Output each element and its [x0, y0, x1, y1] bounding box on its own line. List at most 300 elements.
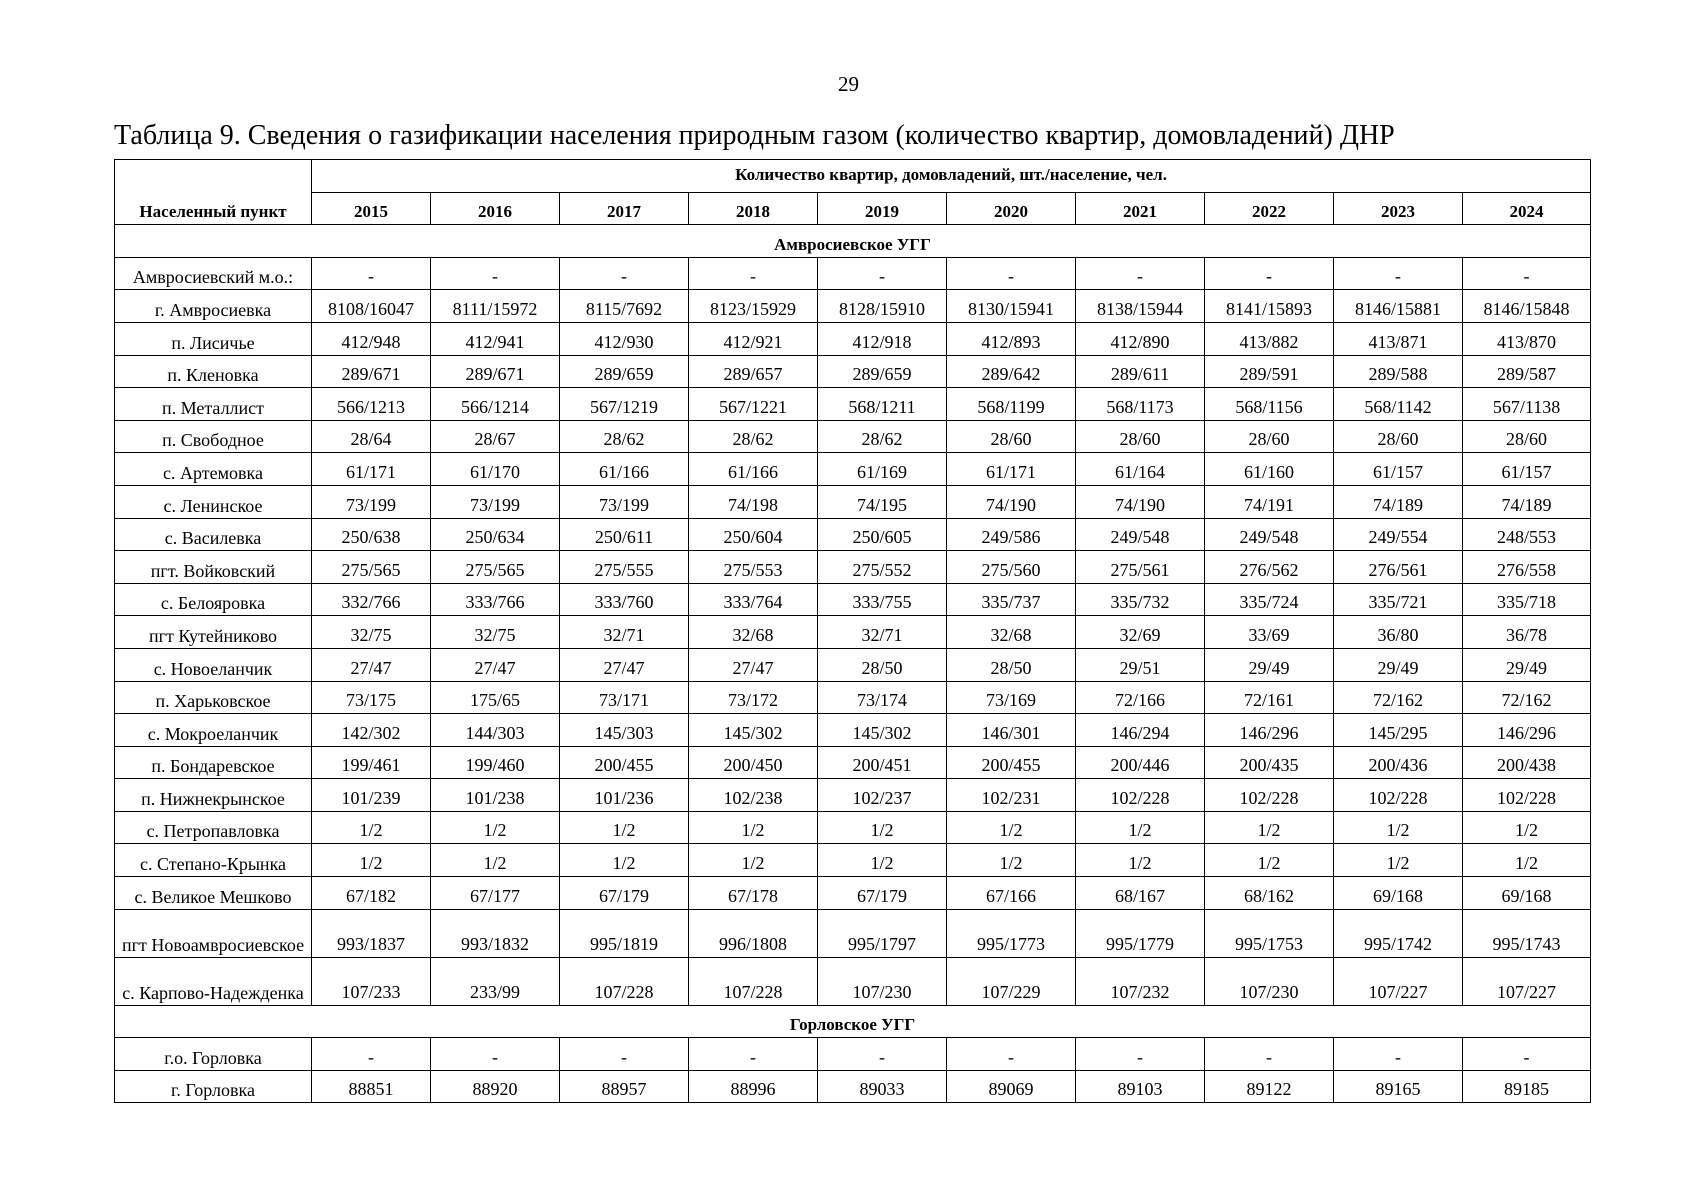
value-cell: 61/170	[431, 453, 560, 486]
value-cell: 412/921	[689, 322, 818, 355]
value-cell: 27/47	[560, 648, 689, 681]
value-cell: 72/162	[1334, 681, 1463, 714]
value-cell: -	[560, 1038, 689, 1071]
table-row	[115, 518, 1591, 551]
settlement-name: с. Степано-Крынка	[115, 844, 312, 877]
value-cell: 146/301	[947, 714, 1076, 747]
value-cell: 289/642	[947, 355, 1076, 388]
table-row	[115, 290, 1591, 323]
value-cell: 107/227	[1334, 957, 1463, 1005]
year-header: 2022	[1205, 192, 1334, 225]
settlement-name: п. Нижнекрынское	[115, 779, 312, 812]
value-cell: 72/162	[1463, 681, 1591, 714]
table-row	[115, 453, 1591, 486]
table-row	[115, 388, 1591, 421]
value-cell: 36/80	[1334, 616, 1463, 649]
value-cell: 28/50	[947, 648, 1076, 681]
value-cell: 995/1743	[1463, 909, 1591, 957]
value-cell: 335/718	[1463, 583, 1591, 616]
value-cell: 67/166	[947, 877, 1076, 910]
value-cell: 102/228	[1334, 779, 1463, 812]
value-cell: 89033	[818, 1070, 947, 1103]
value-cell: -	[431, 257, 560, 290]
value-cell: 275/553	[689, 551, 818, 584]
table-row	[115, 257, 1591, 290]
section-title: Горловское УГГ	[115, 1005, 1591, 1038]
table-row	[115, 583, 1591, 616]
value-cell: 289/657	[689, 355, 818, 388]
value-cell: 995/1742	[1334, 909, 1463, 957]
value-cell: 68/162	[1205, 877, 1334, 910]
value-cell: 32/75	[431, 616, 560, 649]
value-cell: 8108/16047	[312, 290, 431, 323]
value-cell: 67/182	[312, 877, 431, 910]
value-cell: 276/558	[1463, 551, 1591, 584]
value-cell: 289/588	[1334, 355, 1463, 388]
settlement-name: с. Новоеланчик	[115, 648, 312, 681]
table-row	[115, 616, 1591, 649]
value-cell: 102/228	[1076, 779, 1205, 812]
value-cell: 996/1808	[689, 909, 818, 957]
value-cell: 275/560	[947, 551, 1076, 584]
value-cell: 1/2	[560, 844, 689, 877]
settlement-name: п. Свободное	[115, 420, 312, 453]
table-row	[115, 1038, 1591, 1071]
value-cell: 88957	[560, 1070, 689, 1103]
value-cell: 67/179	[560, 877, 689, 910]
section-title: Амвросиевское УГГ	[115, 225, 1591, 258]
value-cell: -	[818, 257, 947, 290]
settlement-name: с. Петропавловка	[115, 811, 312, 844]
table-row	[115, 322, 1591, 355]
value-cell: 88920	[431, 1070, 560, 1103]
value-cell: 1/2	[1076, 844, 1205, 877]
table-row	[115, 811, 1591, 844]
value-cell: 412/930	[560, 322, 689, 355]
value-cell: -	[1463, 257, 1591, 290]
value-cell: 1/2	[431, 844, 560, 877]
gasification-table	[114, 159, 1591, 1103]
value-cell: 8128/15910	[818, 290, 947, 323]
value-cell: 28/60	[1334, 420, 1463, 453]
settlement-name: пгт Новоамвросиевское	[115, 909, 312, 957]
value-cell: 248/553	[1463, 518, 1591, 551]
value-cell: 29/49	[1334, 648, 1463, 681]
settlement-name: с. Великое Мешково	[115, 877, 312, 910]
value-cell: 333/766	[431, 583, 560, 616]
value-cell: 993/1837	[312, 909, 431, 957]
value-cell: 8115/7692	[560, 290, 689, 323]
value-cell: 995/1773	[947, 909, 1076, 957]
table-row	[115, 844, 1591, 877]
settlement-name: Амвросиевский м.о.:	[115, 257, 312, 290]
settlement-name: с. Белояровка	[115, 583, 312, 616]
settlement-name: п. Металлист	[115, 388, 312, 421]
value-cell: -	[947, 1038, 1076, 1071]
value-cell: 73/174	[818, 681, 947, 714]
value-cell: 8138/15944	[1076, 290, 1205, 323]
value-cell: 249/548	[1076, 518, 1205, 551]
value-cell: 412/918	[818, 322, 947, 355]
value-cell: 568/1142	[1334, 388, 1463, 421]
table-row	[115, 648, 1591, 681]
table-header	[115, 160, 1591, 225]
value-cell: 275/565	[431, 551, 560, 584]
value-cell: 32/69	[1076, 616, 1205, 649]
year-header: 2024	[1463, 192, 1591, 225]
value-cell: 412/893	[947, 322, 1076, 355]
value-cell: 61/171	[947, 453, 1076, 486]
value-cell: 89165	[1334, 1070, 1463, 1103]
value-cell: 1/2	[312, 811, 431, 844]
value-cell: 73/172	[689, 681, 818, 714]
value-cell: 995/1797	[818, 909, 947, 957]
value-cell: 61/166	[560, 453, 689, 486]
year-header: 2017	[560, 192, 689, 225]
value-cell: 145/302	[818, 714, 947, 747]
value-cell: 142/302	[312, 714, 431, 747]
value-cell: 200/450	[689, 746, 818, 779]
value-cell: 1/2	[1334, 811, 1463, 844]
settlement-name: г.о. Горловка	[115, 1038, 312, 1071]
value-cell: -	[312, 257, 431, 290]
value-cell: 199/460	[431, 746, 560, 779]
table-row	[115, 746, 1591, 779]
settlement-name: г. Амвросиевка	[115, 290, 312, 323]
value-cell: 1/2	[1463, 811, 1591, 844]
value-cell: 995/1753	[1205, 909, 1334, 957]
value-cell: -	[1076, 257, 1205, 290]
value-cell: 28/60	[1463, 420, 1591, 453]
value-cell: 67/178	[689, 877, 818, 910]
value-cell: 27/47	[431, 648, 560, 681]
value-cell: 333/760	[560, 583, 689, 616]
value-cell: 107/232	[1076, 957, 1205, 1005]
value-cell: 568/1199	[947, 388, 1076, 421]
section-row	[115, 1005, 1591, 1038]
value-cell: -	[431, 1038, 560, 1071]
value-cell: 8130/15941	[947, 290, 1076, 323]
value-cell: 1/2	[689, 811, 818, 844]
table-row	[115, 355, 1591, 388]
value-cell: 8146/15881	[1334, 290, 1463, 323]
year-header: 2018	[689, 192, 818, 225]
value-cell: 69/168	[1334, 877, 1463, 910]
value-cell: 1/2	[431, 811, 560, 844]
value-cell: 566/1213	[312, 388, 431, 421]
value-cell: 72/166	[1076, 681, 1205, 714]
value-cell: 102/238	[689, 779, 818, 812]
value-cell: 61/157	[1334, 453, 1463, 486]
value-cell: 61/171	[312, 453, 431, 486]
value-cell: 89122	[1205, 1070, 1334, 1103]
value-cell: 74/189	[1334, 485, 1463, 518]
value-cell: 8123/15929	[689, 290, 818, 323]
value-cell: 249/548	[1205, 518, 1334, 551]
settlement-name: пгт. Войковский	[115, 551, 312, 584]
settlement-name: п. Харьковское	[115, 681, 312, 714]
table-row	[115, 420, 1591, 453]
settlement-name: с. Карпово-Надежденка	[115, 957, 312, 1005]
value-cell: 89069	[947, 1070, 1076, 1103]
value-cell: 33/69	[1205, 616, 1334, 649]
value-cell: 61/160	[1205, 453, 1334, 486]
value-cell: 1/2	[947, 844, 1076, 877]
table-body	[115, 225, 1591, 1103]
value-cell: 200/455	[560, 746, 689, 779]
value-cell: 107/230	[1205, 957, 1334, 1005]
value-cell: 1/2	[818, 811, 947, 844]
value-cell: -	[560, 257, 689, 290]
value-cell: 61/164	[1076, 453, 1205, 486]
value-cell: 145/295	[1334, 714, 1463, 747]
value-cell: 568/1173	[1076, 388, 1205, 421]
value-cell: 568/1156	[1205, 388, 1334, 421]
value-cell: 993/1832	[431, 909, 560, 957]
value-cell: 276/562	[1205, 551, 1334, 584]
value-cell: 89185	[1463, 1070, 1591, 1103]
table-row	[115, 877, 1591, 910]
value-cell: 28/60	[947, 420, 1076, 453]
value-cell: 335/732	[1076, 583, 1205, 616]
settlement-column-header: Населенный пункт	[115, 160, 312, 225]
value-cell: 32/75	[312, 616, 431, 649]
page-number: 29	[838, 72, 859, 96]
value-cell: 146/296	[1205, 714, 1334, 747]
value-cell: 28/62	[560, 420, 689, 453]
value-cell: 28/50	[818, 648, 947, 681]
value-cell: 289/591	[1205, 355, 1334, 388]
table-row	[115, 957, 1591, 1005]
value-cell: 32/68	[947, 616, 1076, 649]
value-cell: 250/638	[312, 518, 431, 551]
value-cell: 88851	[312, 1070, 431, 1103]
value-cell: 335/721	[1334, 583, 1463, 616]
value-cell: 74/189	[1463, 485, 1591, 518]
value-cell: -	[1334, 257, 1463, 290]
value-cell: 333/755	[818, 583, 947, 616]
value-cell: 107/230	[818, 957, 947, 1005]
value-cell: 1/2	[1076, 811, 1205, 844]
value-cell: 146/294	[1076, 714, 1205, 747]
table-row	[115, 714, 1591, 747]
value-cell: 69/168	[1463, 877, 1591, 910]
value-cell: 73/199	[431, 485, 560, 518]
value-cell: 249/554	[1334, 518, 1463, 551]
value-cell: 28/64	[312, 420, 431, 453]
value-cell: 1/2	[947, 811, 1076, 844]
value-cell: 200/446	[1076, 746, 1205, 779]
value-cell: 1/2	[1463, 844, 1591, 877]
value-cell: 1/2	[1205, 811, 1334, 844]
value-cell: -	[818, 1038, 947, 1071]
value-cell: 250/611	[560, 518, 689, 551]
settlement-name: с. Василевка	[115, 518, 312, 551]
value-cell: 8146/15848	[1463, 290, 1591, 323]
value-cell: 1/2	[560, 811, 689, 844]
value-cell: 995/1779	[1076, 909, 1205, 957]
section-row	[115, 225, 1591, 258]
value-cell: 27/47	[312, 648, 431, 681]
table-row	[115, 909, 1591, 957]
settlement-name: с. Ленинское	[115, 485, 312, 518]
value-cell: 102/228	[1463, 779, 1591, 812]
value-cell: 568/1211	[818, 388, 947, 421]
value-cell: 146/296	[1463, 714, 1591, 747]
value-cell: 200/438	[1463, 746, 1591, 779]
value-cell: 275/552	[818, 551, 947, 584]
table-row	[115, 485, 1591, 518]
value-cell: 102/237	[818, 779, 947, 812]
value-cell: 250/605	[818, 518, 947, 551]
value-cell: 61/157	[1463, 453, 1591, 486]
value-cell: 73/175	[312, 681, 431, 714]
value-cell: 289/671	[431, 355, 560, 388]
year-header: 2016	[431, 192, 560, 225]
value-cell: 101/236	[560, 779, 689, 812]
value-cell: -	[312, 1038, 431, 1071]
value-cell: 289/659	[818, 355, 947, 388]
value-cell: 412/890	[1076, 322, 1205, 355]
value-cell: 333/764	[689, 583, 818, 616]
value-cell: 88996	[689, 1070, 818, 1103]
settlement-name: г. Горловка	[115, 1070, 312, 1103]
table-row	[115, 681, 1591, 714]
value-cell: 1/2	[818, 844, 947, 877]
value-cell: 8111/15972	[431, 290, 560, 323]
value-cell: 29/49	[1205, 648, 1334, 681]
year-header-row	[115, 192, 1591, 225]
settlement-name: пгт Кутейниково	[115, 616, 312, 649]
value-cell: 73/199	[312, 485, 431, 518]
value-cell: 8141/15893	[1205, 290, 1334, 323]
value-cell: -	[1205, 1038, 1334, 1071]
value-cell: 61/166	[689, 453, 818, 486]
settlement-name: с. Артемовка	[115, 453, 312, 486]
value-cell: 67/179	[818, 877, 947, 910]
year-header: 2023	[1334, 192, 1463, 225]
value-cell: 567/1138	[1463, 388, 1591, 421]
value-cell: 29/51	[1076, 648, 1205, 681]
value-cell: -	[947, 257, 1076, 290]
value-cell: 107/227	[1463, 957, 1591, 1005]
value-cell: 28/62	[818, 420, 947, 453]
settlement-name: п. Лисичье	[115, 322, 312, 355]
value-cell: 101/238	[431, 779, 560, 812]
value-cell: 567/1219	[560, 388, 689, 421]
settlement-name: п. Кленовка	[115, 355, 312, 388]
value-cell: 413/871	[1334, 322, 1463, 355]
year-header: 2015	[312, 192, 431, 225]
value-cell: 145/302	[689, 714, 818, 747]
value-cell: -	[689, 257, 818, 290]
value-cell: 28/60	[1076, 420, 1205, 453]
value-cell: 289/671	[312, 355, 431, 388]
value-cell: -	[1205, 257, 1334, 290]
table-caption: Таблица 9. Сведения о газификации населения природным газом (количество квартир, домовладений) ДНР	[114, 120, 1395, 151]
value-cell: 413/882	[1205, 322, 1334, 355]
value-cell: 72/161	[1205, 681, 1334, 714]
value-cell: 74/191	[1205, 485, 1334, 518]
value-cell: 250/634	[431, 518, 560, 551]
value-cell: -	[1076, 1038, 1205, 1071]
table-row	[115, 1070, 1591, 1103]
value-cell: 1/2	[1334, 844, 1463, 877]
value-cell: 1/2	[1205, 844, 1334, 877]
value-cell: 107/228	[689, 957, 818, 1005]
value-cell: 61/169	[818, 453, 947, 486]
value-cell: 249/586	[947, 518, 1076, 551]
value-cell: 1/2	[312, 844, 431, 877]
value-cell: 28/67	[431, 420, 560, 453]
year-header: 2020	[947, 192, 1076, 225]
value-cell: 32/71	[818, 616, 947, 649]
value-cell: 28/62	[689, 420, 818, 453]
value-cell: 199/461	[312, 746, 431, 779]
year-header: 2019	[818, 192, 947, 225]
value-cell: 275/555	[560, 551, 689, 584]
value-cell: 67/177	[431, 877, 560, 910]
value-cell: 275/561	[1076, 551, 1205, 584]
value-cell: 335/724	[1205, 583, 1334, 616]
value-cell: 144/303	[431, 714, 560, 747]
value-cell: 289/659	[560, 355, 689, 388]
value-cell: 335/737	[947, 583, 1076, 616]
value-cell: 200/435	[1205, 746, 1334, 779]
table-row	[115, 551, 1591, 584]
value-cell: 567/1221	[689, 388, 818, 421]
value-cell: 29/49	[1463, 648, 1591, 681]
value-cell: 289/587	[1463, 355, 1591, 388]
value-cell: 412/948	[312, 322, 431, 355]
value-cell: 200/436	[1334, 746, 1463, 779]
value-cell: 276/561	[1334, 551, 1463, 584]
value-cell: 74/195	[818, 485, 947, 518]
value-cell: 250/604	[689, 518, 818, 551]
value-cell: 200/455	[947, 746, 1076, 779]
value-cell: -	[1334, 1038, 1463, 1071]
value-cell: 107/233	[312, 957, 431, 1005]
value-cell: 73/171	[560, 681, 689, 714]
value-cell: 102/228	[1205, 779, 1334, 812]
value-cell: 145/303	[560, 714, 689, 747]
value-cell: 200/451	[818, 746, 947, 779]
value-cell: 32/71	[560, 616, 689, 649]
value-cell: 28/60	[1205, 420, 1334, 453]
value-cell: 74/190	[1076, 485, 1205, 518]
value-cell: 27/47	[689, 648, 818, 681]
value-cell: 68/167	[1076, 877, 1205, 910]
quantity-group-header: Количество квартир, домовладений, шт./население, чел.	[312, 160, 1591, 193]
settlement-name: с. Мокроеланчик	[115, 714, 312, 747]
value-cell: 1/2	[689, 844, 818, 877]
value-cell: 36/78	[1463, 616, 1591, 649]
value-cell: -	[1463, 1038, 1591, 1071]
table-row	[115, 779, 1591, 812]
value-cell: 413/870	[1463, 322, 1591, 355]
value-cell: 175/65	[431, 681, 560, 714]
value-cell: 102/231	[947, 779, 1076, 812]
value-cell: 566/1214	[431, 388, 560, 421]
value-cell: 107/228	[560, 957, 689, 1005]
value-cell: 74/198	[689, 485, 818, 518]
value-cell: -	[689, 1038, 818, 1071]
value-cell: 995/1819	[560, 909, 689, 957]
value-cell: 73/199	[560, 485, 689, 518]
value-cell: 233/99	[431, 957, 560, 1005]
value-cell: 107/229	[947, 957, 1076, 1005]
value-cell: 74/190	[947, 485, 1076, 518]
